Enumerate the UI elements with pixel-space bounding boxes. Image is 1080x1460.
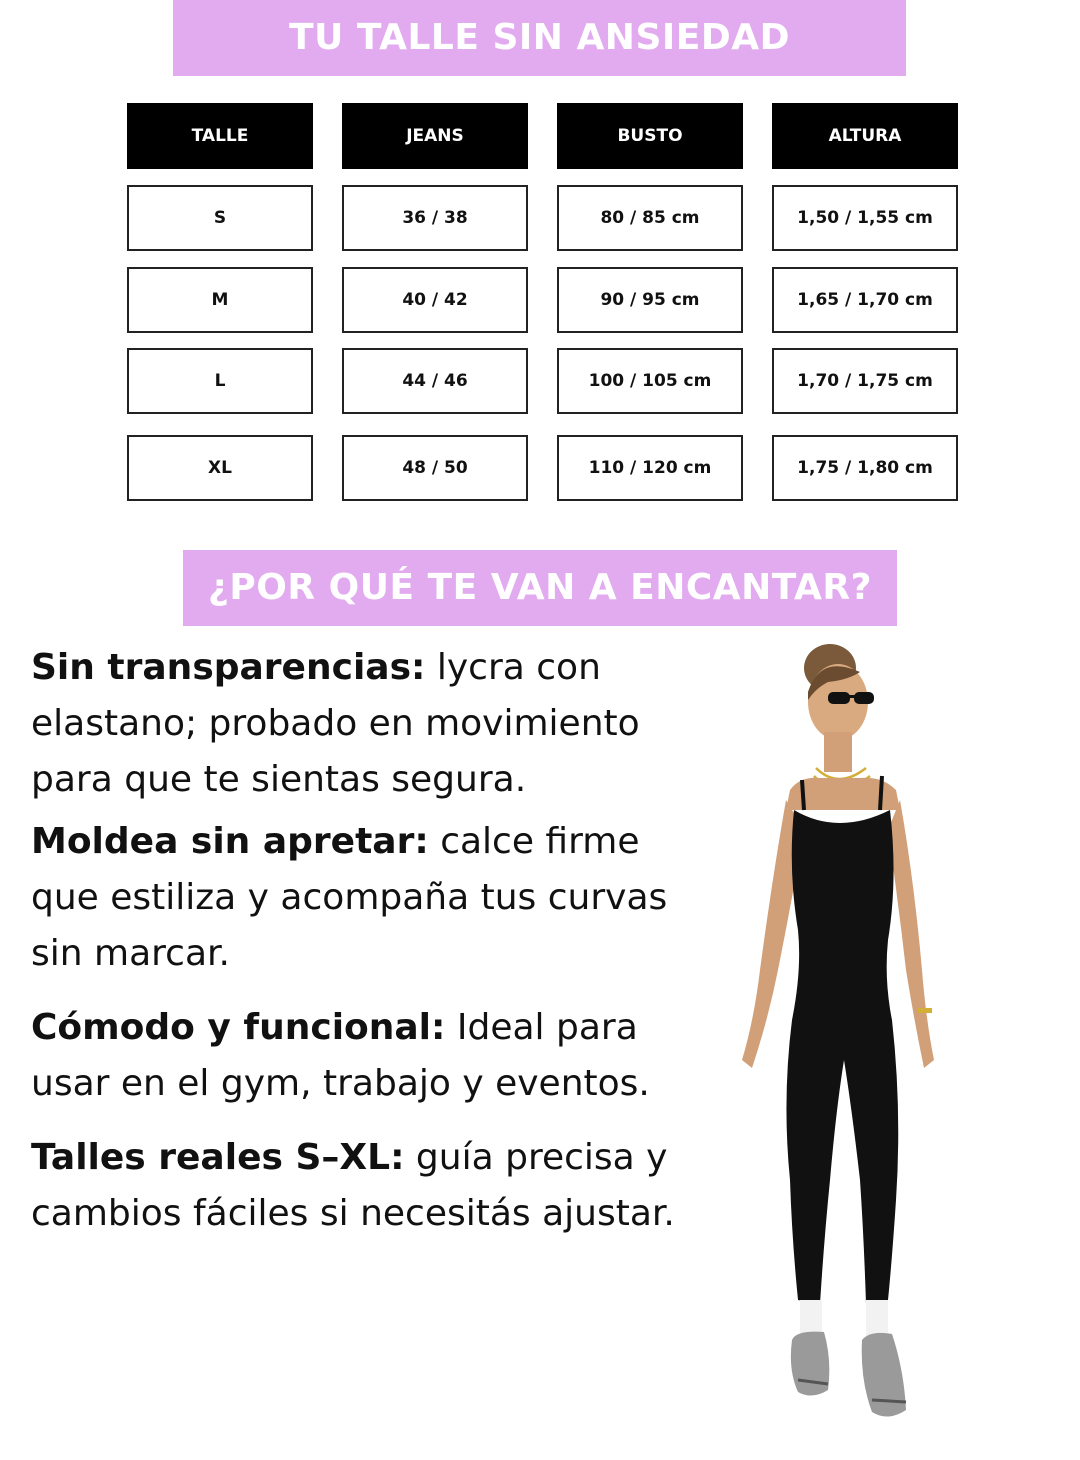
table-cell-busto: 110 / 120 cm [557,435,743,501]
table-cell-altura: 1,65 / 1,70 cm [772,267,958,333]
benefits-banner: ¿POR QUÉ TE VAN A ENCANTAR? [183,550,897,626]
table-header-altura: ALTURA [772,103,958,169]
benefit-item [31,814,691,982]
table-cell-size: XL [127,435,313,501]
benefit-text: calce firme que estiliza y acompaña tus curvas sin marcar. [31,821,668,974]
table-cell-size: S [127,185,313,251]
table-cell-busto: 100 / 105 cm [557,348,743,414]
benefit-title: Talles reales S–XL: [31,1137,405,1178]
table-cell-altura: 1,50 / 1,55 cm [772,185,958,251]
benefit-text: guía precisa y cambios fáciles si necesitás ajustar. [31,1137,675,1234]
benefits-list [31,640,691,1242]
table-cell-size: M [127,267,313,333]
table-cell-altura: 1,75 / 1,80 cm [772,435,958,501]
benefit-item [31,1000,691,1112]
model-jumpsuit-icon [720,640,960,1440]
size-guide-banner: TU TALLE SIN ANSIEDAD [173,0,906,76]
table-cell-jeans: 48 / 50 [342,435,528,501]
benefit-item [31,1130,691,1242]
table-cell-jeans: 40 / 42 [342,267,528,333]
table-cell-altura: 1,70 / 1,75 cm [772,348,958,414]
benefit-item [31,640,691,808]
benefit-text: lycra con elastano; probado en movimiento para que te sientas segura. [31,647,640,800]
benefit-title: Moldea sin apretar: [31,821,429,862]
table-cell-jeans: 44 / 46 [342,348,528,414]
benefit-title: Cómodo y funcional: [31,1007,446,1048]
benefit-text: Ideal para usar en el gym, trabajo y eventos. [31,1007,650,1104]
model-jumpsuit-figure [720,640,960,1440]
table-cell-jeans: 36 / 38 [342,185,528,251]
table-header-busto: BUSTO [557,103,743,169]
table-header-talle: TALLE [127,103,313,169]
table-cell-size: L [127,348,313,414]
table-header-jeans: JEANS [342,103,528,169]
table-cell-busto: 80 / 85 cm [557,185,743,251]
table-cell-busto: 90 / 95 cm [557,267,743,333]
benefit-title: Sin transparencias: [31,647,426,688]
